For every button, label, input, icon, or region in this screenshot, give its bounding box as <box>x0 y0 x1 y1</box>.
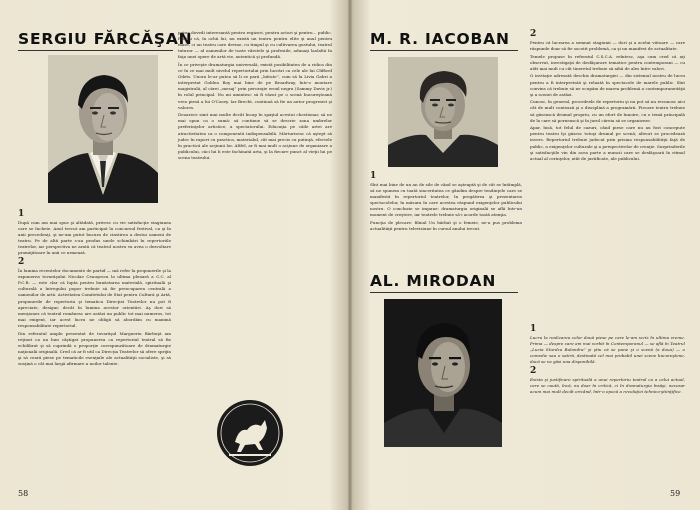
portrait-iacoban <box>388 57 498 167</box>
iacoban-answer-2c: O invitaţie adresată deschis dramaturgiei — din sistemul nostru de lucru pentru a fi interpretată şi reluată în spectacole de marele public. Sînt convins că trebuie să ne ocupăm de marea problemă a contemporaneităţii şi a scenei de astăzi. <box>530 73 685 97</box>
iacoban-answer-1b: Funcţia de plecare: filmul Un bărbat şi o femeie, ne-a pus problema actualităţii pentru televiziune în cursul anului trecut. <box>370 220 522 232</box>
question-number-2: 2 <box>530 29 537 39</box>
portrait-mirodan-image <box>384 299 502 447</box>
portrait-mirodan <box>384 299 502 447</box>
iacoban-answer-2d: Cunosc, în general, procedeele de repertoriu şi nu pot să nu recunosc aici cât de mult contează şi o disciplină a programării. Fiecare teatru trebuie să găsească drumul propriu, cu un efort de înnoire, cu o temă principală de la care să pornească şi în jurul căreia să se organizeze. <box>530 99 685 123</box>
iacoban-column-1 <box>370 172 522 234</box>
paragraph <box>178 30 332 60</box>
paragraph <box>18 331 171 368</box>
paragraph <box>530 30 685 52</box>
answer-text-3: Din referatul amplu prezentat de tovarăşul Margueriu Bărbuţă am reţinut ca un bun câştigat propunerea ca repertoriul teatral să fie echilibrat şi să cuprindă o proporţie corespunzătoare de dramaturgie naţională originală. Cred că ar fi util ca Direcţia Teatrelor să ofere sprijin şi să ceară piese pe tematicile esenţiale ale actualităţii socialiste, şi să susţină o cât mai largă afirmare a noilor talente. <box>18 330 171 366</box>
paragraph <box>18 258 171 329</box>
mirodan-column <box>530 325 685 397</box>
iacoban-answer-2: Pentru că lucrarea a semnat stagiunii — dori şi a acelui viitoare — care răspunde doar să fie socotit problemă, ca şi un manifest de actualitate. <box>530 40 685 52</box>
decorative-vignette-icon <box>215 398 285 468</box>
iacoban-answer-1: Sînt mai bine de un an de zile de când se aşteaptă şi de cât se întâmplă, să ne spunem cu toată sinceritatea ce gândim despre tendinţele care se manifestă în repertoriul teatrelor, în pregătirea şi prezentarea spectacolelor, în măsura în care acestea răspund exigenţelor publicului nostru. O concluzie se impune: dramaturgia originală se află într-un moment de creştere, iar teatrele trebuie să-i acorde toată atenţia. <box>370 182 522 218</box>
answer-text-1: După cum am mai spus şi altădată, privesc cu vie satisfacţie stagiunea care se încheie. Anul trecut am participat la concursul festival, ca şi în anii precedenţi, şi ne-am putut bucura de cinstirea a destui oameni de teatru. Pe de altă parte s-au produs unele schimbări în repertoriile teatrelor, iar perspectiva ne arată că teatrul nostru va avea o dezvoltare promiţătoare în anii ce urmează. <box>18 220 171 256</box>
question-number-1: 1 <box>530 324 537 334</box>
left-page-column-2 <box>178 30 332 162</box>
paragraph <box>178 62 332 111</box>
paragraph <box>178 112 332 161</box>
page-number-left: 58 <box>18 489 29 498</box>
continued-text-1: putea dovedi interesantă pentru regizori, pentru actori şi pentru... public. Pentru că, în ochii lui, nu există un teatru pentru elite şi unul pentru mase, ci un teatru care devine, cu timpul şi cu cultivarea gustului, teatrul tuturor — al oamenilor de toate vârstele şi profesiile, adunaţi laolaltă în faţa unei opere de artă vie, autentică şi profundă. <box>178 30 332 60</box>
author-heading-iacoban: M. R. IACOBAN <box>370 30 510 48</box>
heading-rule <box>370 50 518 51</box>
paragraph <box>370 220 522 232</box>
mirodan-answer-2: Exista şi justificare spirituală a unui repertoriu teatral ca a celui actual, care se caută, încă, nu doar în critică, ci în dramaturgia însăşi, necesar acum mai mult decât oricând, într-o epocă a revoluţiei tehnico-ştiinţifice. <box>530 376 685 395</box>
iacoban-answer-2b: Temele propuse în referatul C.S.C.A. reîntesc, aşa cum cred că aţi observat, investigaţii de desfăşurare tematice pentru contemporani — cu atât mai mult cu cât tineretul trebuie să aibă de ales între valori. <box>530 53 685 71</box>
continued-text-3: Deoarece simt mai multe decât încap în spaţiul acestui chestionar, să ne mai spun ca o sumă: să continue să se descrie zona umbrelor preferinţelor artistice, a spectatorului. Educaţia pe căile artei are atractivitatea ca o componentă indispensabilă. Mărturisesc că aştept să judec în raport cu practica, materialul, cât mai precis cu putinţă, efectele în practică ale acţiunii lor. Altfel, ar fi mai mult o acţiune de organizare a publicului, căci lui îi este închinată arta, şi la fiecare punct al vieţii lui pe scena teatrului. <box>178 112 332 160</box>
heading-rule <box>18 50 173 51</box>
portrait-iacoban-image <box>388 57 498 167</box>
page-number-right: 59 <box>670 489 681 498</box>
portrait-farcasan-image <box>48 55 158 203</box>
question-number-1: 1 <box>18 209 25 219</box>
paragraph <box>530 125 685 162</box>
paragraph <box>370 172 522 219</box>
answer-text-2: În lumina recentelor documente de partid — mă refer la propunerile şi la expunerea tovarăşului Nicolae Ceauşescu la ultima plenară a C.C. al P.C.R. — este clar că lupta pentru bunăstarea materială, spirituală şi culturală a întregului popor trebuie să fie preocuparea centrală a oamenilor de artă. Activitatea Comitetului de Stat pentru Cultură şi Artă, propunerile de repertoriu şi tematica Direcţiei Teatrelor nu pot fi apreciate, desigur, decât în lumina acestor orientări. Aş dori să menţionez că teatrul românesc are astăzi un public tot mai numeros, tot mai exigent, iar acest lucru ne obligă să abordăm cu maximă responsabilitate repertoriul. <box>18 268 171 328</box>
heading-rule <box>370 292 518 293</box>
paragraph <box>530 54 685 72</box>
left-page-column-1 <box>18 210 171 369</box>
question-number-2: 2 <box>530 365 537 376</box>
mirodan-answer-1: Lucru la realizarea celor două piese pe care le-am scris în ultima vreme. Prima — despre care am mai vorbit în Contemporanul — se află în Teatrul „Lucia Sturdza Bulandra” şi ştiu că se pune şi o scenă (a doua) — o comedie sau o satiră, destinată cel mai probabil unei scene bucureştene, dacă se va găsi una disponibilă. <box>530 335 685 365</box>
question-number-1: 1 <box>370 171 377 181</box>
iacoban-answer-2e: Apar, însă, tot felul de cazuri, când piese care nu au fost concepute pentru teatru îşi găsesc totuşi drumul pe scenă; alteori se procedează invers. Repertoriul trebuie judecat prin prisma responsabilităţii faţă de public, a exigenţelor culturale şi a perspectivelor de creaţie. Surprinderile şi satisfacţiile vin din acea parte a muncii care se desfăşoară în ritmul actual al cerinţelor, atât de justificate, ale publicului. <box>530 125 685 161</box>
continued-text-2: În ce priveşte dramaturgia universală, există posibilitatea de a ridica din ce în ce mai mult nivelul repertoriului prin lucrări ca cele ale lui Clifford Odets. Unora le-ar putea să li se pară „bătute”, cum să la Livia Gabri a interpretat Golden Boy mai bine de pe Broadway, într-o montare magistrală, al cărei „mesaj” prin peroraţie eroul negru (Sammy Davis jr.) în rolul principal. Nu mi amintesc să fi văzut pe o scenă bucureşteană vreo piesă a lui O'Casey. Iar Brecht, continuă să fie un autor progresist şi valoros. <box>178 61 332 110</box>
paragraph <box>530 73 685 97</box>
paragraph <box>530 367 685 395</box>
iacoban-column-2 <box>530 30 685 163</box>
question-number-2: 2 <box>18 257 25 268</box>
portrait-farcasan <box>48 55 158 203</box>
paragraph <box>530 325 685 365</box>
paragraph <box>18 210 171 257</box>
author-heading-mirodan: AL. MIRODAN <box>370 272 497 290</box>
paragraph <box>530 99 685 123</box>
right-page <box>350 0 700 510</box>
author-heading-farcasan: SERGIU FĂRCĂŞAN <box>18 30 193 48</box>
